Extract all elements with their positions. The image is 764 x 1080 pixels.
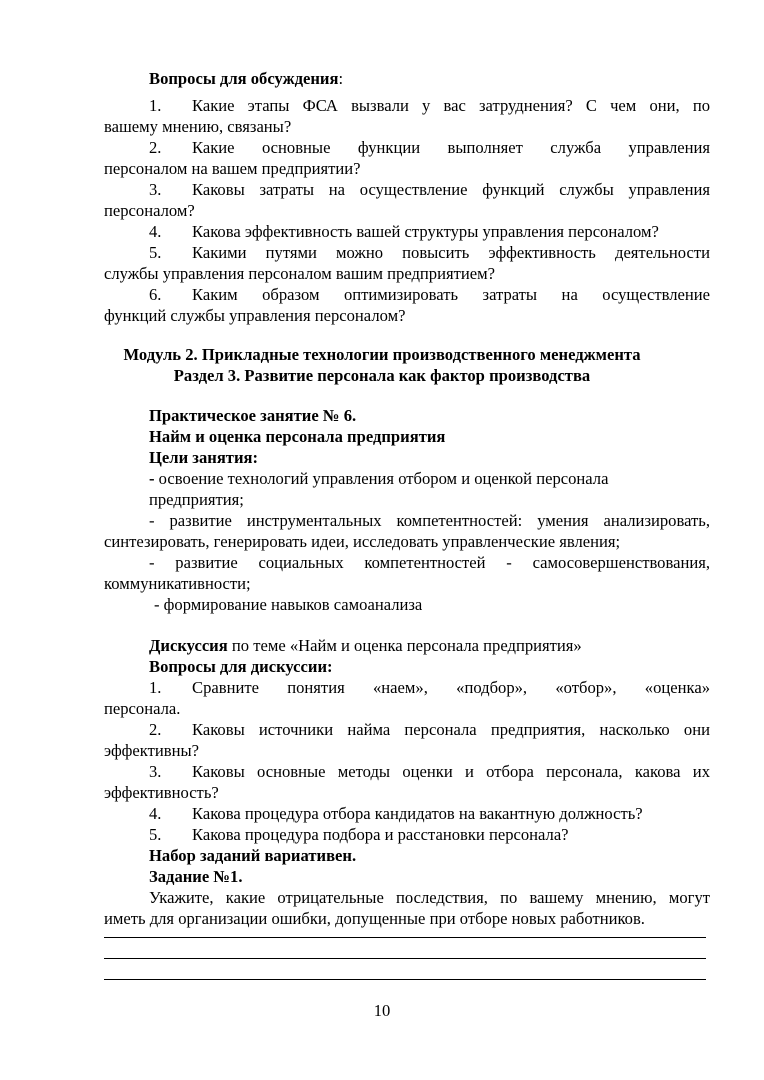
- variant-note: Набор заданий вариативен.: [149, 846, 357, 865]
- module-title: Модуль 2. Прикладные технологии производственного менеджмента: [123, 345, 641, 364]
- discussion-topic: Дискуссия по теме «Найм и оценка персонала предприятия»: [149, 636, 582, 655]
- discussion-question-2-line-2: эффективны?: [104, 741, 200, 760]
- question-3-line-1: 3. Каковы затраты на осуществление функций службы управления: [149, 180, 710, 199]
- lesson-title: Практическое занятие № 6.: [149, 406, 357, 425]
- discussion-question-3-line-1: 3. Каковы основные методы оценки и отбора персонала, какова их: [149, 762, 710, 781]
- discussion-question-5: 5. Какова процедура подбора и расстановки персонала?: [149, 825, 569, 844]
- question-6-line-1: 6. Каким образом оптимизировать затраты на осуществление: [149, 285, 710, 304]
- discussion-question-3-line-2: эффективность?: [104, 783, 219, 802]
- question-5-line-2: службы управления персоналом вашим предприятием?: [104, 264, 495, 283]
- discussion-question-2-line-1: 2. Каковы источники найма персонала предприятия, насколько они: [149, 720, 710, 739]
- task-1-text-line-2: иметь для организации ошибки, допущенные при отборе новых работников.: [104, 909, 645, 928]
- goal-1-line-2: предприятия;: [149, 490, 244, 509]
- discussion-questions-heading-2: Вопросы для дискуссии:: [149, 657, 333, 676]
- question-2-line-2: персоналом на вашем предприятии?: [104, 159, 361, 178]
- question-5-line-1: 5. Какими путями можно повысить эффективность деятельности: [149, 243, 710, 262]
- question-1-line-2: вашему мнению, связаны?: [104, 117, 292, 136]
- question-3-line-2: персоналом?: [104, 201, 195, 220]
- goal-3-line-2: коммуникативности;: [104, 574, 251, 593]
- lesson-topic: Найм и оценка персонала предприятия: [149, 427, 446, 446]
- goal-2-line-1: - развитие инструментальных компетентностей: умения анализировать,: [149, 511, 710, 530]
- discussion-question-4: 4. Какова процедура отбора кандидатов на вакантную должность?: [149, 804, 643, 823]
- section-title: Раздел 3. Развитие персонала как фактор производства: [173, 366, 591, 385]
- answer-line: [104, 958, 706, 959]
- page-number: 10: [373, 1001, 391, 1020]
- goal-3-line-1: - развитие социальных компетентностей - самосовершенствования,: [149, 553, 710, 572]
- goal-1-line-1: - освоение технологий управления отбором и оценкой персонала: [149, 469, 609, 488]
- goals-heading: Цели занятия:: [149, 448, 259, 467]
- answer-line: [104, 937, 706, 938]
- task-1-text-line-1: Укажите, какие отрицательные последствия, по вашему мнению, могут: [149, 888, 710, 907]
- goal-2-line-2: синтезировать, генерировать идеи, исследовать управленческие явления;: [104, 532, 621, 551]
- discussion-question-1-line-2: персонала.: [104, 699, 181, 718]
- answer-line: [104, 979, 706, 980]
- discussion-questions-heading: Вопросы для обсуждения:: [149, 69, 344, 88]
- question-2-line-1: 2. Какие основные функции выполняет служба управления: [149, 138, 710, 157]
- goal-4: - формирование навыков самоанализа: [154, 595, 423, 614]
- question-6-line-2: функций службы управления персоналом?: [104, 306, 406, 325]
- discussion-question-1-line-1: 1. Сравните понятия «наем», «подбор», «отбор», «оценка»: [149, 678, 710, 697]
- question-1-line-1: 1. Какие этапы ФСА вызвали у вас затруднения? С чем они, по: [149, 96, 710, 115]
- question-4-line-1: 4. Какова эффективность вашей структуры управления персоналом?: [149, 222, 659, 241]
- task-1-title: Задание №1.: [149, 867, 243, 886]
